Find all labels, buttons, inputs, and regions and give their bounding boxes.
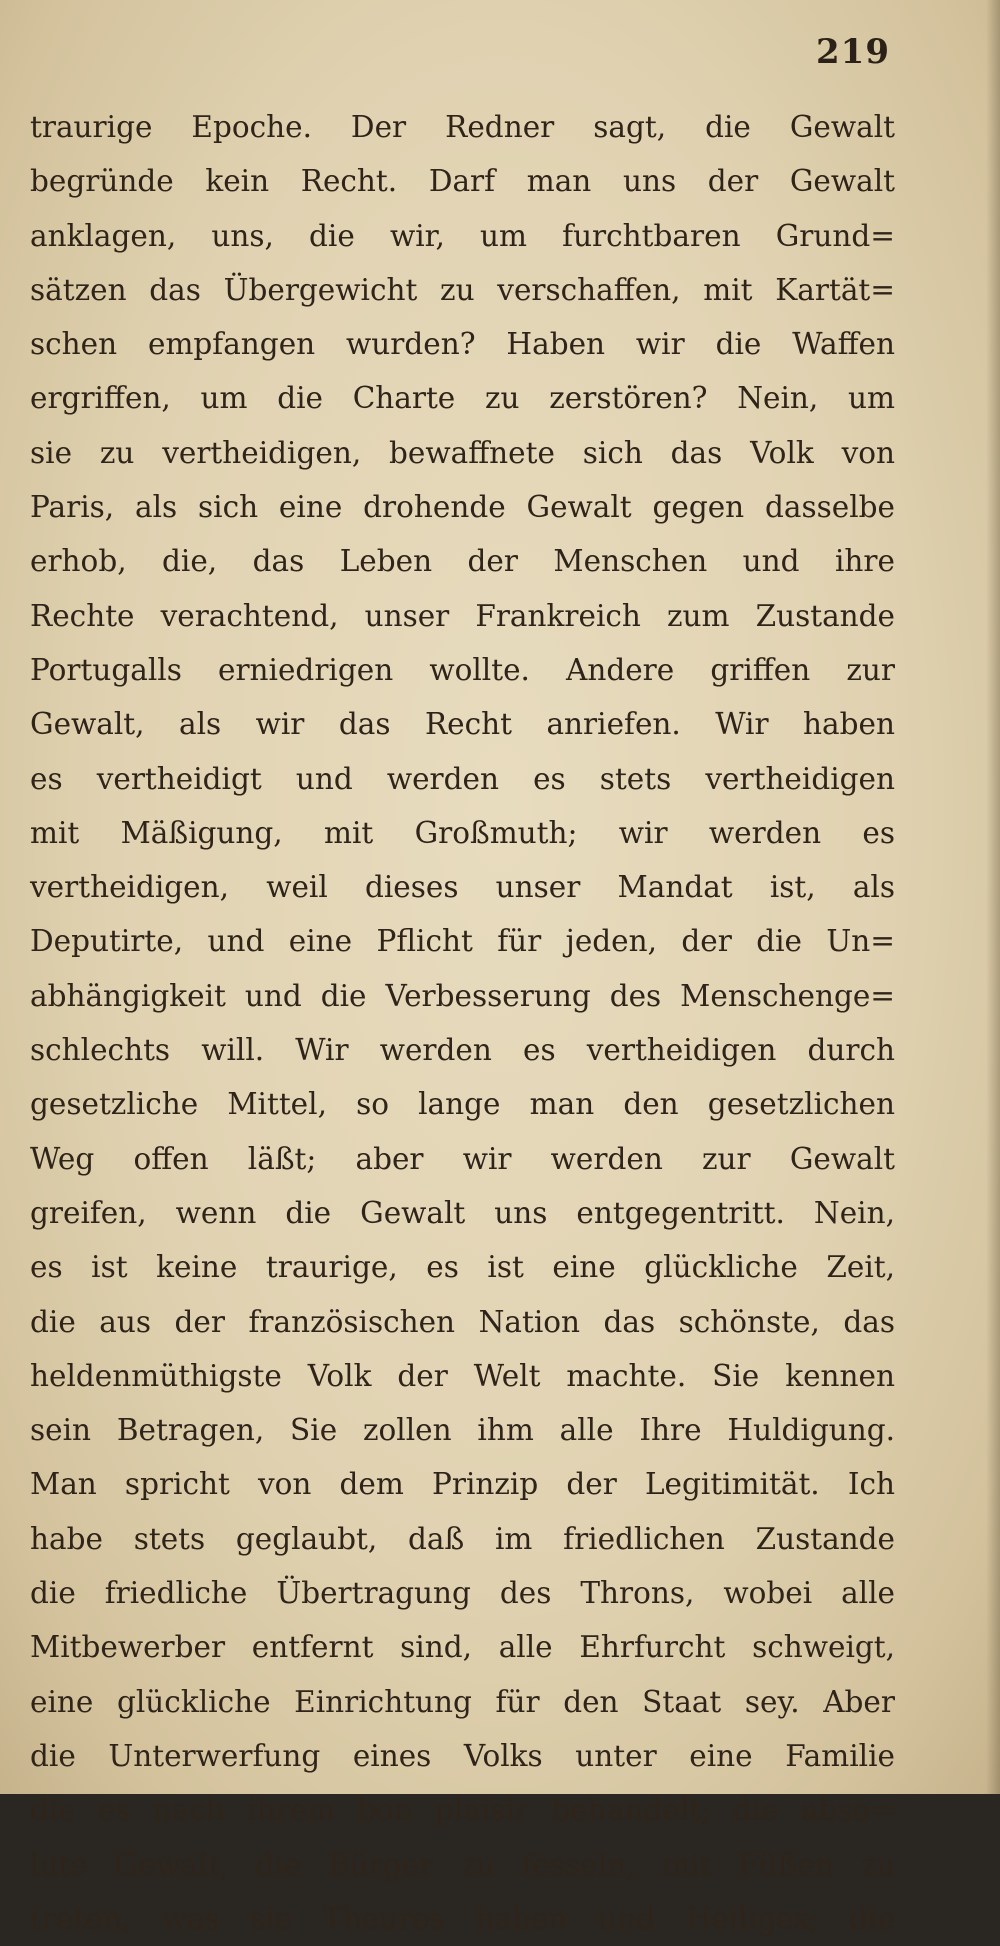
text-line: es vertheidigt und werden es stets vertheidigen: [30, 761, 895, 796]
text-line: greifen, wenn die Gewalt uns entgegentritt. Nein,: [30, 1195, 895, 1230]
text-line: Mitbewerber entfernt sind, alle Ehrfurcht schweigt,: [30, 1630, 895, 1665]
text-line: Rechte verachtend, unser Frankreich zum Zustande: [30, 598, 895, 633]
text-line: Man spricht von dem Prinzip der Legitimität. Ich: [30, 1467, 895, 1502]
text-line: die Unterwerfung eines Volks unter eine Familie: [30, 1738, 895, 1773]
text-line: lute Gewalt, die Bürger zu fesseln, mit Füßen zu: [30, 1847, 895, 1882]
text-line: begründe kein Recht. Darf man uns der Gewalt: [30, 164, 895, 199]
text-line: Paris, als sich eine drohende Gewalt gegen dasselbe: [30, 490, 895, 525]
text-line: eine glückliche Einrichtung für den Staat sey. Aber: [30, 1684, 895, 1719]
text-line: die friedliche Übertragung des Throns, wobei alle: [30, 1576, 895, 1611]
text-line: vertheidigen, weil dieses unser Mandat ist, als: [30, 870, 895, 905]
text-line: sein Betragen, Sie zollen ihm alle Ihre Huldigung.: [30, 1413, 895, 1448]
text-line: schlechts will. Wir werden es vertheidigen durch: [30, 1033, 895, 1068]
text-line: treten, was sie Theures haben und Heiliges; die: [30, 1901, 895, 1936]
page-number: 219: [816, 32, 890, 72]
text-line: traurige Epoche. Der Redner sagt, die Gewalt: [30, 110, 895, 144]
text-line: mit Mäßigung, mit Großmuth; wir werden es: [30, 815, 895, 850]
text-line: schen empfangen wurden? Haben wir die Waffen: [30, 327, 895, 362]
text-line: abhängigkeit und die Verbesserung des Menschenge=: [30, 978, 895, 1013]
text-line: die es nach ihrem bon plaisir behandelt; die abso=: [30, 1793, 895, 1828]
text-line: Weg offen läßt; aber wir werden zur Gewalt: [30, 1141, 895, 1176]
body-text: [30, 100, 895, 1946]
text-line: ergriffen, um die Charte zu zerstören? Nein, um: [30, 381, 895, 416]
text-line: heldenmüthigste Volk der Welt machte. Sie kennen: [30, 1358, 895, 1393]
text-line: Deputirte, und eine Pflicht für jeden, der die Un=: [30, 924, 895, 959]
text-line: Portugalls erniedrigen wollte. Andere griffen zur: [30, 652, 895, 687]
text-line: es ist keine traurige, es ist eine glückliche Zeit,: [30, 1250, 895, 1285]
text-line: die aus der französischen Nation das schönste, das: [30, 1304, 895, 1339]
text-line: sätzen das Übergewicht zu verschaffen, mit Kartät=: [30, 272, 895, 307]
text-line: anklagen, uns, die wir, um furchtbaren Grund=: [30, 218, 895, 253]
text-line: gesetzliche Mittel, so lange man den gesetzlichen: [30, 1087, 895, 1122]
text-line: erhob, die, das Leben der Menschen und ihre: [30, 544, 895, 579]
text-line: Gewalt, als wir das Recht anriefen. Wir haben: [30, 707, 895, 742]
text-line: habe stets geglaubt, daß im friedlichen Zustande: [30, 1521, 895, 1556]
text-line: sie zu vertheidigen, bewaffnete sich das Volk von: [30, 435, 895, 470]
